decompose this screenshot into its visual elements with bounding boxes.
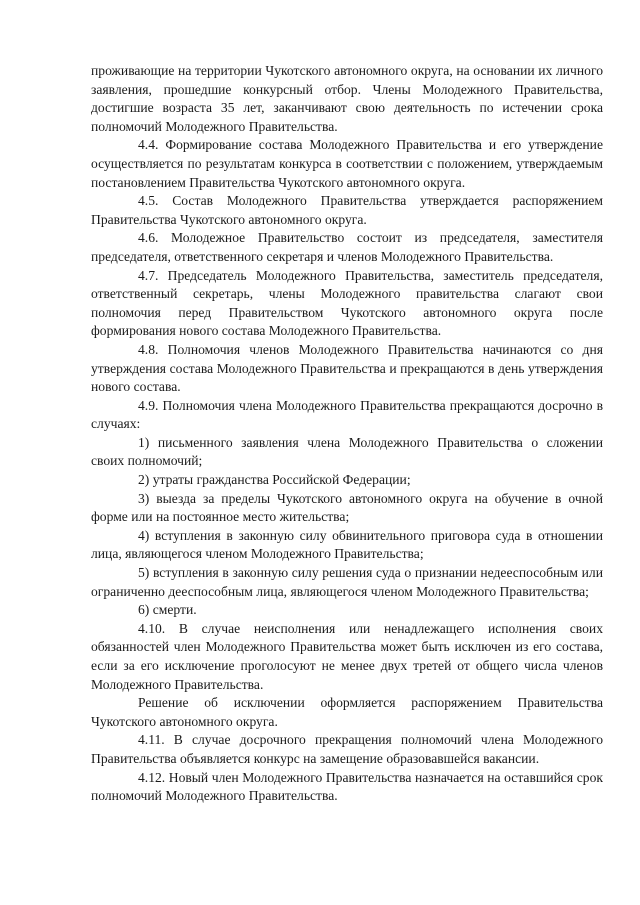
list-item-4: 4) вступления в законную силу обвинительного приговора суда в отношении лица, являющегося членом Молодежного Правительства; — [91, 527, 603, 562]
paragraph-4-6: 4.6. Молодежное Правительство состоит из председателя, заместителя председателя, ответственного секретаря и членов Молодежного Правительства. — [91, 230, 603, 264]
paragraph-4-5: 4.5. Состав Молодежного Правительства утверждается распоряжением Правительства Чукотского автономного округа. — [91, 193, 603, 227]
paragraph-4-4: 4.4. Формирование состава Молодежного Правительства и его утверждение осуществляется по результатам конкурса в соответствии с положением, утверждаемым постановлением Правительства Чукотского автономного округа. — [91, 137, 603, 190]
list-item-1: 1) письменного заявления члена Молодежного Правительства о сложении своих полномочий; — [91, 434, 603, 469]
paragraph-4-8: 4.8. Полномочия членов Молодежного Правительства начинаются со дня утверждения состава Молодежного Правительства и прекращаются в день утверждения нового состава. — [91, 341, 603, 395]
list-item-3: 3) выезда за пределы Чукотского автономного округа на обучение в очной форме или на постоянное место жительства; — [91, 490, 603, 525]
paragraph-continuation: проживающие на территории Чукотского автономного округа, на основании их личного заявления, прошедшие конкурсный отбор. Члены Молодежного Правительства, достигшие возраста 35 лет, заканчивают свою деятельность по истечении срока полномочий Молодежного Правительства. — [91, 63, 603, 134]
list-item-6: 6) смерти. — [138, 602, 197, 618]
paragraph-4-7: 4.7. Председатель Молодежного Правительства, заместитель председателя, ответственный секретарь, члены Молодежного правительства слагают свои полномочия перед Правительством Чукотского автономного округа после формирования нового состава Молодежного Правительства. — [91, 267, 603, 339]
list-item-2: 2) утраты гражданства Российской Федерации; — [138, 472, 411, 488]
paragraph-4-10: 4.10. В случае неисполнения или ненадлежащего исполнения своих обязанностей член Молодежного Правительства может быть исключен из его состава, если за его исключение проголосуют не менее двух третей от общего числа членов Молодежного Правительства. — [91, 620, 603, 692]
list-item-5: 5) вступления в законную силу решения суда о признании недееспособным или ограниченно дееспособным лица, являющегося членом Молодежного Правительства; — [91, 565, 603, 599]
paragraph-exclusion-decision: Решение об исключении оформляется распоряжением Правительства Чукотского автономного округа. — [91, 695, 603, 729]
document-page — [91, 62, 603, 806]
paragraph-4-11: 4.11. В случае досрочного прекращения полномочий члена Молодежного Правительства объявляется конкурс на замещение образовавшейся вакансии. — [91, 732, 603, 766]
paragraph-4-12: 4.12. Новый член Молодежного Правительства назначается на оставшийся срок полномочий Молодежного Правительства. — [91, 769, 603, 804]
paragraph-4-9: 4.9. Полномочия члена Молодежного Правительства прекращаются досрочно в случаях: — [91, 397, 603, 432]
